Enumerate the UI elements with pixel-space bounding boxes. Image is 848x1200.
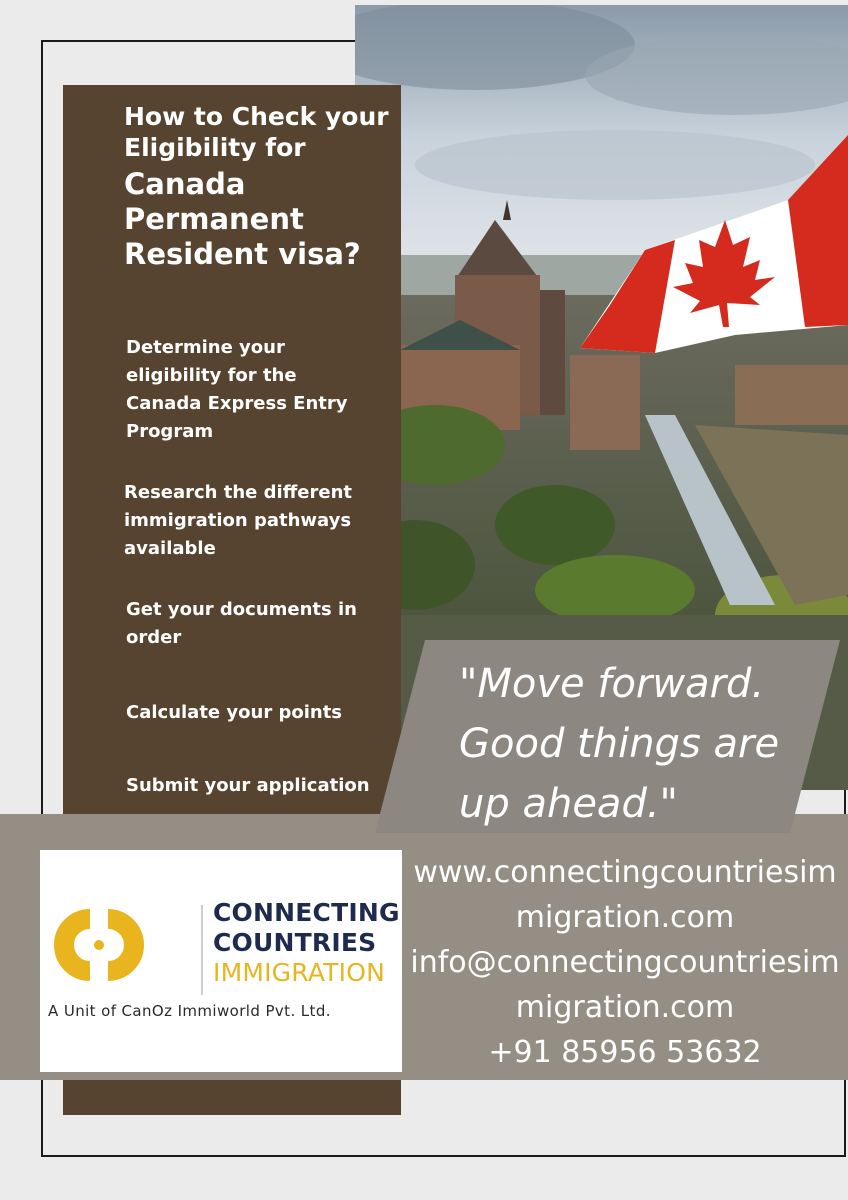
logo-line-3: IMMIGRATION	[213, 958, 385, 987]
headline-line-1: How to Check your Eligibility for	[124, 102, 389, 162]
contact-info	[405, 850, 845, 1075]
email-link[interactable]: info@connectingcountriesimmigration.com	[410, 945, 840, 1025]
company-logo	[40, 850, 402, 1072]
website-link[interactable]: www.connectingcountriesimmigration.com	[413, 855, 837, 935]
logo-line-1: CONNECTING	[213, 898, 400, 927]
step-4: Calculate your points	[126, 702, 343, 723]
phone-number[interactable]: +91 85956 53632	[488, 1035, 762, 1070]
logo-tagline: A Unit of CanOz Immiworld Pvt. Ltd.	[48, 1002, 331, 1020]
quote-text: "Move forward. Good things are up ahead."	[459, 661, 780, 827]
step-1: Determine your eligibility for the Canada Express Entry Program	[126, 337, 348, 442]
quote-box	[375, 640, 840, 833]
headline	[124, 102, 394, 271]
logo-mark-icon	[46, 905, 156, 985]
logo-divider	[201, 905, 203, 995]
headline-line-2: Canada Permanent Resident visa?	[124, 167, 361, 271]
logo-wordmark	[213, 898, 400, 988]
step-3: Get your documents in order	[126, 599, 357, 648]
step-5: Submit your application	[126, 775, 370, 796]
step-2: Research the different immigration pathways available	[124, 482, 353, 559]
logo-line-2: COUNTRIES	[213, 928, 377, 957]
